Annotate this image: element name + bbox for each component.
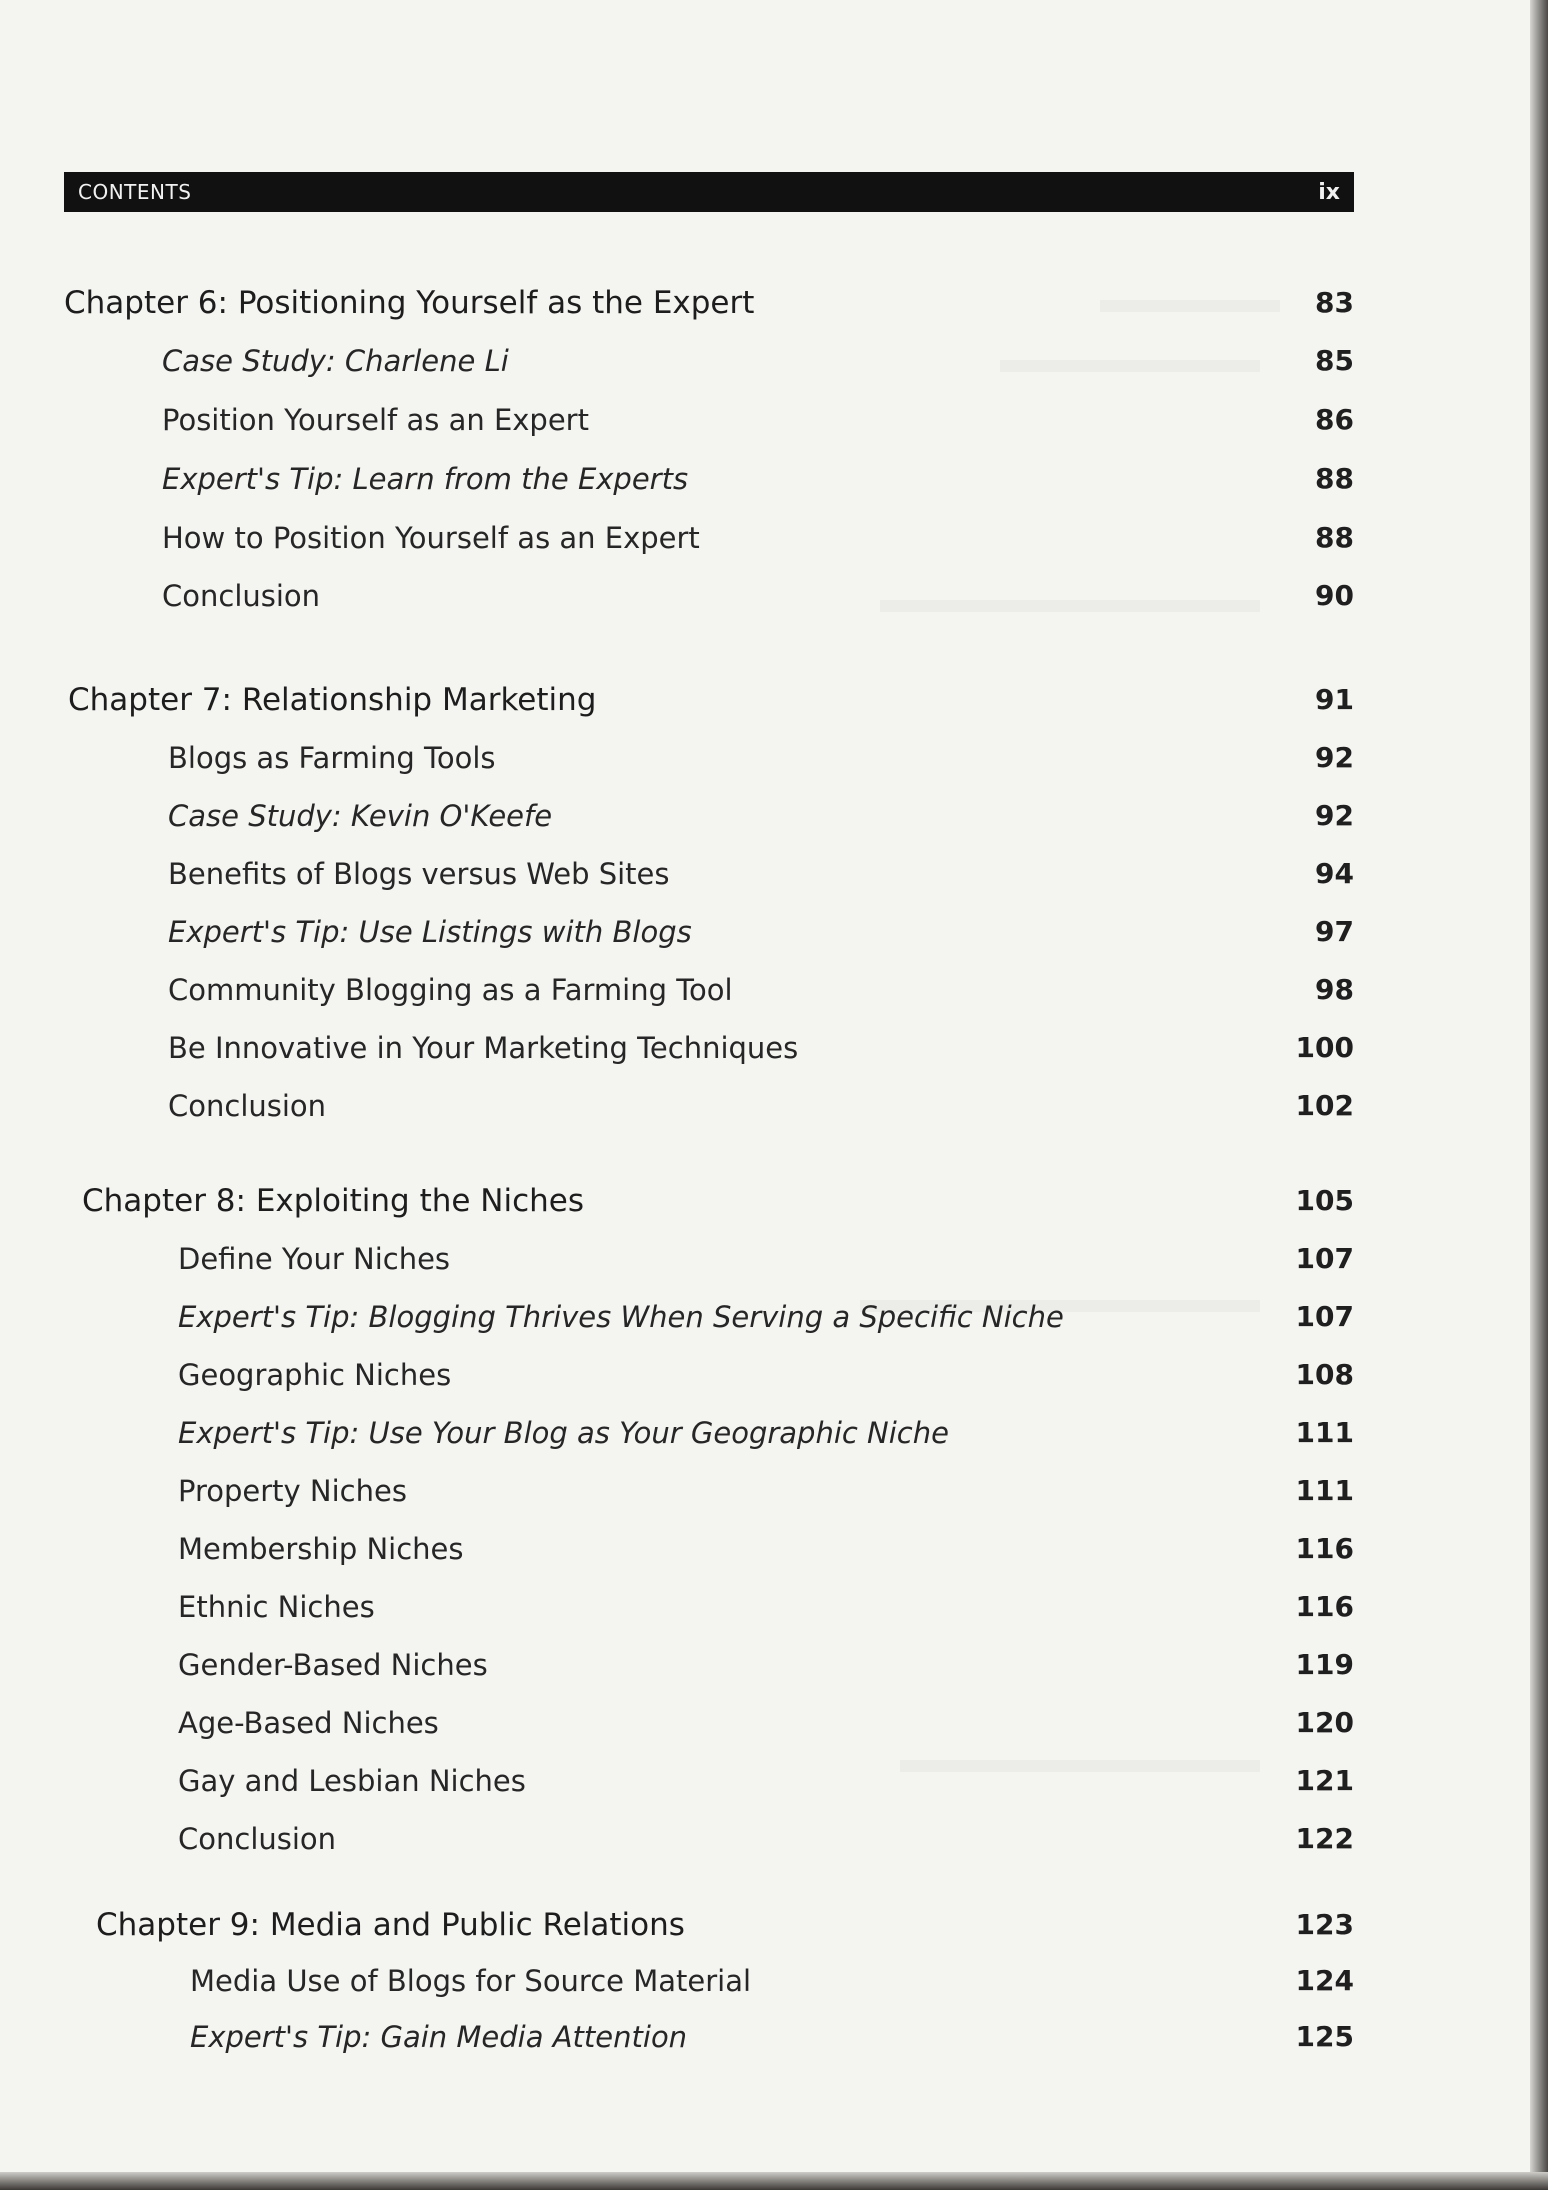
toc-entry-page-number: 85 bbox=[1315, 344, 1354, 377]
toc-entry-page-number: 111 bbox=[1295, 1474, 1354, 1507]
toc-entry bbox=[0, 1238, 1530, 1280]
toc-entry-title: Property Niches bbox=[178, 1474, 407, 1508]
chapter-heading-page-number: 91 bbox=[1315, 683, 1354, 716]
toc-entry-page-number: 92 bbox=[1315, 741, 1354, 774]
toc-entry bbox=[0, 1818, 1530, 1860]
toc-entry bbox=[0, 911, 1530, 953]
toc-entry bbox=[0, 399, 1530, 441]
toc-entry-title: Case Study: Kevin O'Keefe bbox=[168, 799, 553, 833]
toc-entry-title: Ethnic Niches bbox=[178, 1590, 375, 1624]
toc-entry bbox=[0, 1470, 1530, 1512]
toc-entry-title: Expert's Tip: Blogging Thrives When Serving a Specific Niche bbox=[178, 1300, 1064, 1334]
toc-entry bbox=[0, 1760, 1530, 1802]
toc-entry-page-number: 92 bbox=[1315, 799, 1354, 832]
toc-entry-title: Gender-Based Niches bbox=[178, 1648, 488, 1682]
toc-entry bbox=[0, 1296, 1530, 1338]
toc-entry bbox=[0, 458, 1530, 500]
toc-entry-title: Case Study: Charlene Li bbox=[162, 344, 509, 378]
toc-entry-title: How to Position Yourself as an Expert bbox=[162, 521, 700, 555]
toc-entry-title: Conclusion bbox=[178, 1822, 337, 1856]
toc-entry-page-number: 111 bbox=[1295, 1416, 1354, 1449]
toc-entry-page-number: 90 bbox=[1315, 579, 1354, 612]
toc-entry-page-number: 120 bbox=[1295, 1706, 1354, 1739]
toc-entry bbox=[0, 1412, 1530, 1454]
chapter-heading-title: Chapter 9: Media and Public Relations bbox=[96, 1907, 685, 1943]
toc-entry-page-number: 122 bbox=[1295, 1822, 1354, 1855]
toc-entry bbox=[0, 969, 1530, 1011]
toc-entry bbox=[0, 1702, 1530, 1744]
toc-entry-title: Expert's Tip: Gain Media Attention bbox=[190, 2020, 688, 2054]
toc-entry-page-number: 98 bbox=[1315, 973, 1354, 1006]
toc-entry-title: Media Use of Blogs for Source Material bbox=[190, 1964, 752, 1998]
toc-entry bbox=[0, 853, 1530, 895]
toc-entry-title: Expert's Tip: Use Your Blog as Your Geographic Niche bbox=[178, 1416, 949, 1450]
toc-entry-title: Conclusion bbox=[168, 1089, 327, 1123]
toc-entry-page-number: 102 bbox=[1295, 1089, 1354, 1122]
chapter-heading bbox=[0, 1180, 1530, 1222]
toc-entry bbox=[0, 1644, 1530, 1686]
toc-entry-page-number: 88 bbox=[1315, 462, 1354, 495]
toc-entry bbox=[0, 737, 1530, 779]
page-edge-shadow bbox=[1530, 0, 1548, 2190]
toc-entry-title: Conclusion bbox=[162, 579, 321, 613]
toc-entry-title: Geographic Niches bbox=[178, 1358, 452, 1392]
toc-entry-title: Community Blogging as a Farming Tool bbox=[168, 973, 733, 1007]
chapter-heading-title: Chapter 6: Positioning Yourself as the Expert bbox=[64, 285, 755, 321]
chapter-heading-page-number: 105 bbox=[1295, 1184, 1354, 1217]
toc-entry-page-number: 116 bbox=[1295, 1590, 1354, 1623]
toc-entry-page-number: 88 bbox=[1315, 521, 1354, 554]
chapter-heading-title: Chapter 8: Exploiting the Niches bbox=[82, 1183, 585, 1219]
chapter-heading-page-number: 123 bbox=[1295, 1908, 1354, 1941]
toc-entry bbox=[0, 2016, 1530, 2058]
toc-entry bbox=[0, 517, 1530, 559]
toc-entry-page-number: 100 bbox=[1295, 1031, 1354, 1064]
toc-entry bbox=[0, 1354, 1530, 1396]
toc-entry bbox=[0, 1085, 1530, 1127]
page-bottom-edge bbox=[0, 2172, 1548, 2190]
chapter-heading bbox=[0, 679, 1530, 721]
chapter-heading bbox=[0, 1904, 1530, 1946]
toc-entry-title: Be Innovative in Your Marketing Techniques bbox=[168, 1031, 799, 1065]
toc-entry bbox=[0, 795, 1530, 837]
toc-entry-page-number: 121 bbox=[1295, 1764, 1354, 1797]
toc-entry-page-number: 119 bbox=[1295, 1648, 1354, 1681]
toc-entry-page-number: 107 bbox=[1295, 1242, 1354, 1275]
toc-entry bbox=[0, 1027, 1530, 1069]
toc-entry-title: Expert's Tip: Learn from the Experts bbox=[162, 462, 689, 496]
toc-entry bbox=[0, 1960, 1530, 2002]
toc-entry-page-number: 86 bbox=[1315, 403, 1354, 436]
toc-entry bbox=[0, 340, 1530, 382]
toc-entry-title: Gay and Lesbian Niches bbox=[178, 1764, 526, 1798]
toc-entry bbox=[0, 575, 1530, 617]
toc-entry-page-number: 108 bbox=[1295, 1358, 1354, 1391]
toc-entry-title: Benefits of Blogs versus Web Sites bbox=[168, 857, 670, 891]
toc-entry-title: Expert's Tip: Use Listings with Blogs bbox=[168, 915, 692, 949]
toc-entry-title: Position Yourself as an Expert bbox=[162, 403, 589, 437]
toc-entry-page-number: 124 bbox=[1295, 1964, 1354, 1997]
chapter-heading bbox=[0, 282, 1530, 324]
toc-entry-title: Define Your Niches bbox=[178, 1242, 451, 1276]
header-section-label: CONTENTS bbox=[78, 180, 192, 204]
toc-entry-title: Age-Based Niches bbox=[178, 1706, 439, 1740]
toc-entry bbox=[0, 1528, 1530, 1570]
chapter-heading-page-number: 83 bbox=[1315, 286, 1354, 319]
toc-entry-title: Membership Niches bbox=[178, 1532, 464, 1566]
toc-entry bbox=[0, 1586, 1530, 1628]
toc-entry-page-number: 94 bbox=[1315, 857, 1354, 890]
toc-entry-page-number: 125 bbox=[1295, 2020, 1354, 2053]
toc-entry-page-number: 97 bbox=[1315, 915, 1354, 948]
toc-entry-title: Blogs as Farming Tools bbox=[168, 741, 496, 775]
chapter-heading-title: Chapter 7: Relationship Marketing bbox=[68, 682, 597, 718]
header-page-number: ix bbox=[1318, 180, 1340, 205]
toc-entry-page-number: 116 bbox=[1295, 1532, 1354, 1565]
toc-entry-page-number: 107 bbox=[1295, 1300, 1354, 1333]
